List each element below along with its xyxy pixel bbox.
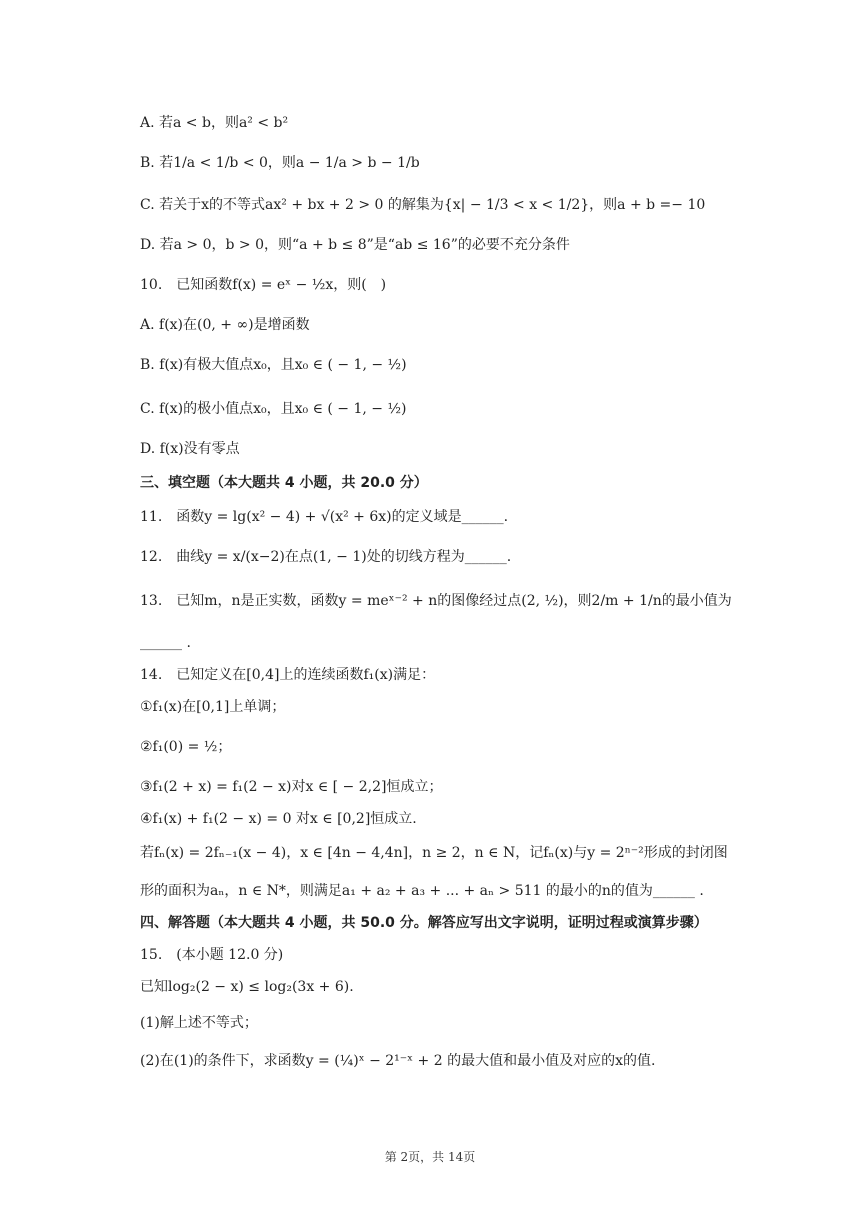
question-13: 13. 已知m，n是正实数，函数y = meˣ⁻² + n的图像经过点(2, ½)，则2/m + 1/n的最小值为 xyxy=(140,593,732,609)
condition-4: ④f₁(x) + f₁(2 − x) = 0 对x ∈ [0,2]恒成立. xyxy=(140,811,417,827)
option-9c: C. 若关于x的不等式ax² + bx + 2 > 0 的解集为{x| − 1/3 < x < 1/2}，则a + b =− 10 xyxy=(140,197,706,213)
question-15-part-2: (2)在(1)的条件下，求函数y = (¼)ˣ − 2¹⁻ˣ + 2 的最大值和最小值及对应的x的值. xyxy=(140,1053,656,1069)
condition-1: ①f₁(x)在[0,1]上单调； xyxy=(140,699,286,715)
question-14-text-2: 形的面积为aₙ，n ∈ N*，则满足a₁ + a₂ + a₃ + ... + aₙ > 511 的最小的n的值为______ . xyxy=(140,883,704,899)
option-9b: B. 若1/a < 1/b < 0，则a − 1/a > b − 1/b xyxy=(140,155,420,171)
option-9d: D. 若a > 0，b > 0，则“a + b ≤ 8”是“ab ≤ 16”的必要不充分条件 xyxy=(140,237,570,253)
option-10a: A. f(x)在(0, + ∞)是增函数 xyxy=(140,317,310,333)
question-13-blank: ______ . xyxy=(140,635,191,651)
option-9a: A. 若a < b，则a² < b² xyxy=(140,115,289,131)
option-10c: C. f(x)的极小值点x₀，且x₀ ∈ ( − 1, − ½) xyxy=(140,401,407,417)
question-11: 11. 函数y = lg(x² − 4) + √(x² + 6x)的定义域是______. xyxy=(140,509,509,525)
section-heading-solutions: 四、解答题（本大题共 4 小题，共 50.0 分。解答应写出文字说明，证明过程或演算步骤） xyxy=(140,915,708,931)
question-15-part-1: (1)解上述不等式； xyxy=(140,1015,258,1031)
question-15-given: 已知log₂(2 − x) ≤ log₂(3x + 6). xyxy=(140,979,354,995)
page-footer: 第 2页，共 14页 xyxy=(384,1150,476,1164)
option-10b: B. f(x)有极大值点x₀，且x₀ ∈ ( − 1, − ½) xyxy=(140,357,407,373)
question-14: 14. 已知定义在[0,4]上的连续函数f₁(x)满足： xyxy=(140,667,436,683)
condition-2: ②f₁(0) = ½； xyxy=(140,739,232,755)
condition-3: ③f₁(2 + x) = f₁(2 − x)对x ∈ [ − 2,2]恒成立； xyxy=(140,779,443,795)
section-heading-fill-in: 三、填空题（本大题共 4 小题，共 20.0 分） xyxy=(140,475,428,491)
question-10: 10. 已知函数f(x) = eˣ − ½x，则( ) xyxy=(140,277,387,293)
question-14-text-1: 若fₙ(x) = 2fₙ₋₁(x − 4)，x ∈ [4n − 4,4n]，n ≥ 2，n ∈ N，记fₙ(x)与y = 2ⁿ⁻²形成的封闭图 xyxy=(140,845,728,861)
question-12: 12. 曲线y = x/(x−2)在点(1, − 1)处的切线方程为______. xyxy=(140,549,512,565)
question-15: 15. (本小题 12.0 分) xyxy=(140,947,284,963)
option-10d: D. f(x)没有零点 xyxy=(140,441,240,457)
